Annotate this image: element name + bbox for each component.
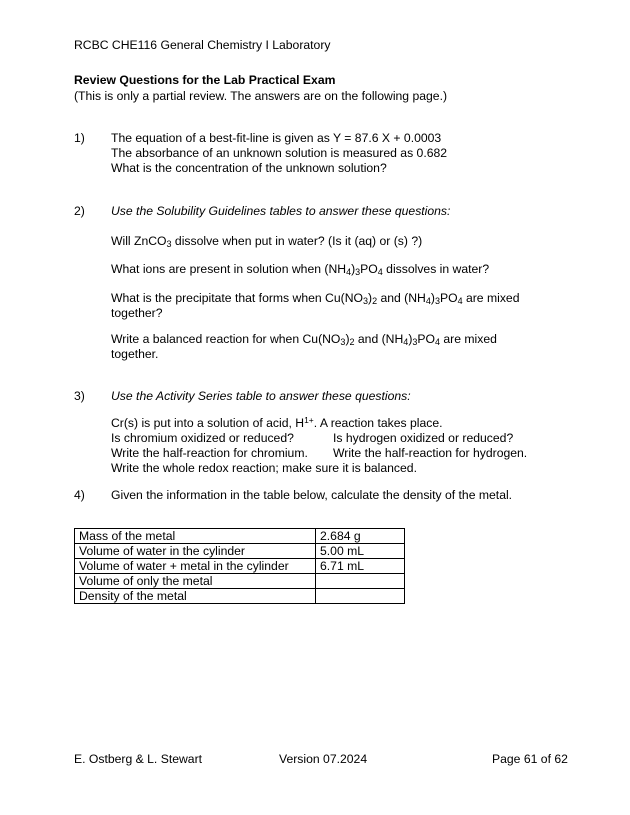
table-cell-label: Volume of water in the cylinder <box>75 544 316 559</box>
q2-part-b: What ions are present in solution when $(NH_4)_3PO_4$ dissolves in water? <box>111 262 490 277</box>
q2-part-c-line2: together? <box>111 306 163 320</box>
q1-line3: What is the concentration of the unknown solution? <box>111 161 387 175</box>
table-cell-label: Density of the metal <box>75 589 316 604</box>
table-cell-label: Volume of only the metal <box>75 574 316 589</box>
q3-line3b: Write the half-reaction for hydrogen. <box>333 446 528 460</box>
table-cell-label: Mass of the metal <box>75 529 316 544</box>
table-cell-value: 2.684 g <box>316 529 405 544</box>
q1-number: 1) <box>74 131 85 145</box>
q3-line4: Write the whole redox reaction; make sure it is balanced. <box>111 461 417 475</box>
section-title: Review Questions for the Lab Practical Exam <box>74 73 336 87</box>
q2-part-d-line2: together. <box>111 347 159 361</box>
density-data-table <box>74 528 405 604</box>
q4-text: Given the information in the table below, calculate the density of the metal. <box>111 488 513 502</box>
q2-number: 2) <box>74 204 85 218</box>
q3-number: 3) <box>74 389 85 403</box>
table-row <box>75 574 405 589</box>
table-row <box>75 529 405 544</box>
q4-number: 4) <box>74 488 85 502</box>
footer-version: Version 07.2024 <box>279 752 368 766</box>
q3-line2b: Is hydrogen oxidized or reduced? <box>333 431 514 445</box>
course-header: RCBC CHE116 General Chemistry I Laboratory <box>74 38 331 52</box>
table-cell-label: Volume of water + metal in the cylinder <box>75 559 316 574</box>
q2-instruction: Use the Solubility Guidelines tables to answer these questions: <box>111 204 451 218</box>
table-row <box>75 559 405 574</box>
q3-line2a: Is chromium oxidized or reduced? <box>111 431 294 445</box>
table-cell-value <box>316 589 405 604</box>
q1-line1: The equation of a best-fit-line is given as Y = 87.6 X + 0.0003 <box>111 131 442 145</box>
table-row <box>75 544 405 559</box>
q3-line3a: Write the half-reaction for chromium. <box>111 446 308 460</box>
q2-part-a: Will ZnCO$_3$ dissolve when put in water? (Is it (aq) or (s) ?) <box>111 234 423 249</box>
table-row <box>75 589 405 604</box>
table-cell-value: 6.71 mL <box>316 559 405 574</box>
footer-authors: E. Ostberg & L. Stewart <box>74 752 203 766</box>
table-cell-value <box>316 574 405 589</box>
q2-part-c: What is the precipitate that forms when $Cu(NO_3)_2$ and $(NH_4)_3PO_4$ are mixed <box>111 291 520 306</box>
q1-line2: The absorbance of an unknown solution is measured as 0.682 <box>111 146 448 160</box>
section-subtitle: (This is only a partial review. The answers are on the following page.) <box>74 89 448 103</box>
q3-line1: Cr(s) is put into a solution of acid, $H^{1+}$. A reaction takes place. <box>111 415 443 430</box>
q3-instruction: Use the Activity Series table to answer these questions: <box>111 389 411 403</box>
footer-page-number: Page 61 of 62 <box>492 752 568 766</box>
table-cell-value: 5.00 mL <box>316 544 405 559</box>
q2-part-d: Write a balanced reaction for when $Cu(NO_3)_2$ and $(NH_4)_3PO_4$ are mixed <box>111 332 497 347</box>
